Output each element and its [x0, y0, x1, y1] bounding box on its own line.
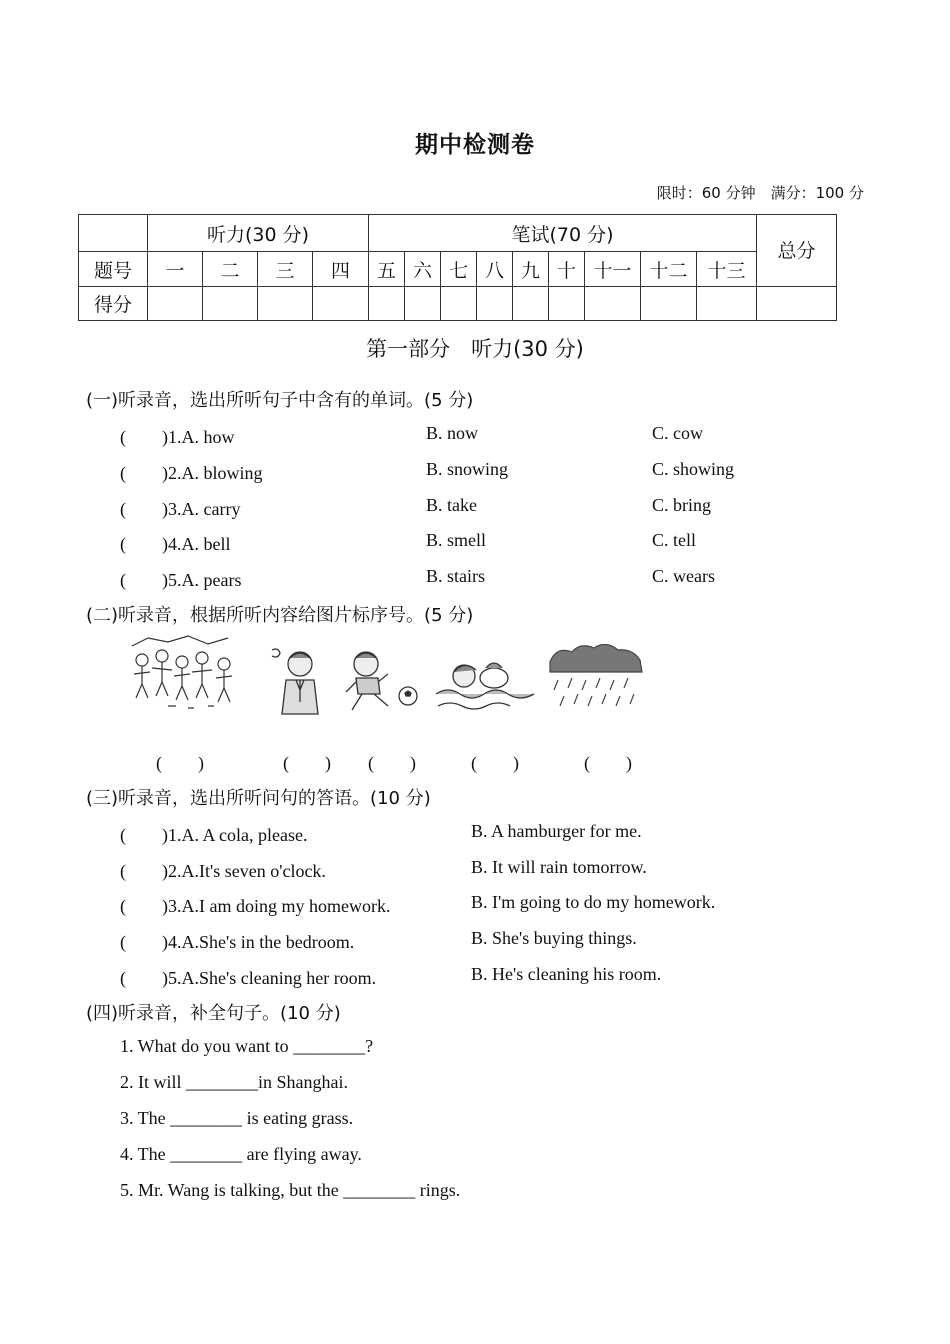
- number-cell: 十三: [697, 252, 757, 287]
- s3-q4-b: B. She's buying things.: [471, 928, 637, 948]
- s4-sentence-1: 1. What do you want to ________?: [120, 1036, 374, 1056]
- number-cell: 三: [258, 252, 313, 287]
- man-talking-picture: [268, 646, 323, 716]
- number-cell: 十二: [641, 252, 697, 287]
- swimming-picture: [434, 654, 536, 714]
- section4-heading: (四)听录音，补全句子。(10 分): [86, 1003, 341, 1024]
- number-cell: 二: [203, 252, 258, 287]
- s1-q4-c: C. tell: [652, 530, 696, 550]
- row-label-score: 得分: [79, 287, 148, 321]
- s4-sentence-4: 4. The ________ are flying away.: [120, 1144, 362, 1164]
- number-cell: 一: [148, 252, 203, 287]
- score-cell: [148, 287, 203, 321]
- s3-q2-a: ( )2.A.It's seven o'clock.: [120, 861, 326, 881]
- s3-q5-a: ( )5.A.She's cleaning her room.: [120, 968, 377, 988]
- s1-q1-a: ( )1.A. how: [120, 427, 235, 447]
- picture3-blank: ( ): [368, 753, 416, 773]
- s1-q1-c: C. cow: [652, 423, 703, 443]
- s1-q2-a: ( )2.A. blowing: [120, 463, 263, 483]
- s1-q3-b: B. take: [426, 495, 477, 515]
- number-cell: 九: [513, 252, 549, 287]
- s3-q2-b: B. It will rain tomorrow.: [471, 857, 647, 877]
- s1-q4-a: ( )4.A. bell: [120, 534, 231, 554]
- row-label-number: 题号: [79, 252, 148, 287]
- score-cell: [258, 287, 313, 321]
- picture4-blank: ( ): [471, 753, 519, 773]
- s4-sentence-5: 5. Mr. Wang is talking, but the ________ rings.: [120, 1180, 461, 1200]
- listening-header: 听力(30 分): [148, 215, 369, 252]
- time-score-limits: 限时：60 分钟 满分：100 分: [656, 184, 864, 202]
- score-cell: [513, 287, 549, 321]
- part1-title: 第一部分 听力(30 分): [366, 337, 584, 361]
- s3-q3-a: ( )3.A.I am doing my homework.: [120, 896, 391, 916]
- number-cell: 七: [441, 252, 477, 287]
- boy-football-picture: [342, 648, 420, 716]
- page-title: 期中检测卷: [415, 132, 535, 158]
- score-cell: [369, 287, 405, 321]
- s1-q3-a: ( )3.A. carry: [120, 499, 241, 519]
- score-cell: [641, 287, 697, 321]
- s1-q5-a: ( )5.A. pears: [120, 570, 242, 590]
- crowd-picture: [128, 632, 243, 714]
- score-cell: [585, 287, 641, 321]
- score-cell: [477, 287, 513, 321]
- s1-q5-c: C. wears: [652, 566, 715, 586]
- s1-q4-b: B. smell: [426, 530, 487, 550]
- number-cell: 十: [549, 252, 585, 287]
- score-cell: [697, 287, 757, 321]
- s1-q1-b: B. now: [426, 423, 479, 443]
- score-cell: [549, 287, 585, 321]
- s4-sentence-3: 3. The ________ is eating grass.: [120, 1108, 354, 1128]
- number-cell: 五: [369, 252, 405, 287]
- number-cell: 四: [313, 252, 369, 287]
- total-header: 总分: [757, 215, 837, 287]
- section3-heading: (三)听录音，选出所听问句的答语。(10 分): [86, 788, 431, 809]
- number-cell: 八: [477, 252, 513, 287]
- s4-sentence-2: 2. It will ________in Shanghai.: [120, 1072, 348, 1092]
- score-table: [78, 214, 837, 321]
- section2-heading: (二)听录音，根据所听内容给图片标序号。(5 分): [86, 605, 474, 626]
- s1-q5-b: B. stairs: [426, 566, 486, 586]
- s3-q5-b: B. He's cleaning his room.: [471, 964, 662, 984]
- score-cell: [405, 287, 441, 321]
- rain-picture: [548, 644, 643, 716]
- s1-q2-b: B. snowing: [426, 459, 509, 479]
- s3-q1-a: ( )1.A. A cola, please.: [120, 825, 308, 845]
- picture1-blank: ( ): [156, 753, 204, 773]
- score-cell: [203, 287, 258, 321]
- score-table-corner: [79, 215, 148, 252]
- s1-q2-c: C. showing: [652, 459, 735, 479]
- score-cell: [757, 287, 837, 321]
- picture5-blank: ( ): [584, 753, 632, 773]
- s3-q1-b: B. A hamburger for me.: [471, 821, 642, 841]
- section1-heading: (一)听录音，选出所听句子中含有的单词。(5 分): [86, 390, 474, 411]
- score-cell: [313, 287, 369, 321]
- s1-q3-c: C. bring: [652, 495, 712, 515]
- s3-q3-b: B. I'm going to do my homework.: [471, 892, 716, 912]
- writing-header: 笔试(70 分): [369, 215, 757, 252]
- score-cell: [441, 287, 477, 321]
- s3-q4-a: ( )4.A.She's in the bedroom.: [120, 932, 355, 952]
- number-cell: 六: [405, 252, 441, 287]
- picture2-blank: ( ): [283, 753, 331, 773]
- number-cell: 十一: [585, 252, 641, 287]
